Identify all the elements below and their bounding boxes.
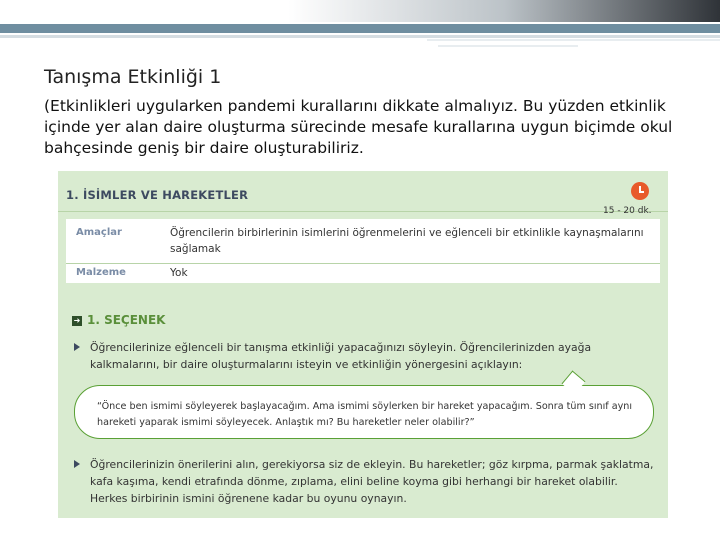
quote-text: “Önce ben ismimi söyleyerek başlayacağım. Ama ismimi söylerken bir hareket yapacağım. Sonra tüm sınıf aynı hareketi yaparak ismimi söyleyecek. Anlaştık mı? Bu hareketler neler olabilir?” bbox=[97, 401, 633, 428]
option-label: 1. SEÇENEK bbox=[87, 313, 166, 327]
slide-body-text: (Etkinlikleri uygularken pandemi kurallarını dikkate almalıyız. Bu yüzden etkinlik içinde yer alan daire oluşturma sürecinde mesafe kurallarına uygun biçimde okul bahçesinde geniş bir daire oluşturabiliriz. bbox=[44, 97, 673, 157]
table-row bbox=[66, 219, 660, 264]
activity-title: 1. İSİMLER VE HAREKETLER bbox=[66, 188, 249, 202]
accent-stripe-light bbox=[0, 35, 720, 38]
accent-line-short bbox=[438, 45, 578, 47]
table-row bbox=[66, 264, 660, 283]
speech-bubble bbox=[74, 385, 654, 439]
row-label: Malzeme bbox=[76, 267, 126, 278]
activity-info-table bbox=[66, 219, 660, 283]
accent-line bbox=[427, 39, 720, 41]
slide-title: Tanışma Etkinliği 1 bbox=[44, 66, 222, 88]
clock-icon bbox=[631, 182, 649, 200]
activity-header bbox=[58, 171, 668, 212]
row-value: Öğrencilerin birbirlerinin isimlerini öğrenmelerini ve eğlenceli bir etkinlikle kaynaşmalarını sağlamak bbox=[170, 227, 644, 255]
bullet-triangle-icon bbox=[74, 343, 80, 351]
option-heading bbox=[72, 313, 165, 327]
row-label: Amaçlar bbox=[76, 227, 122, 238]
activity-duration: 15 - 20 dk. bbox=[603, 206, 652, 216]
accent-stripe bbox=[0, 24, 720, 33]
instruction-paragraph bbox=[74, 456, 658, 507]
instruction-text: Öğrencilerinize eğlenceli bir tanışma etkinliği yapacağınızı söyleyin. Öğrencilerinizden ayağa kalkmalarını, bir daire oluşturmalarını isteyin ve etkinliğin yönergesini açıklayın: bbox=[90, 341, 592, 371]
arrow-icon: ➜ bbox=[73, 316, 81, 325]
row-value: Yok bbox=[170, 267, 188, 279]
book-excerpt bbox=[58, 171, 668, 518]
instruction-text: Öğrencilerinizin önerilerini alın, gerekiyorsa siz de ekleyin. Bu hareketler; göz kırpma, parmak şaklatma, kafa kaşıma, kendi etrafında dönme, zıplama, elini beline koyma gibi herhangi bir hareket olabilir. Herkes birbirinin ismini öğrenene kadar bu oyunu oynayın. bbox=[90, 458, 654, 505]
bullet-triangle-icon bbox=[74, 460, 80, 468]
top-decoration bbox=[0, 0, 720, 22]
instruction-paragraph bbox=[74, 339, 658, 373]
